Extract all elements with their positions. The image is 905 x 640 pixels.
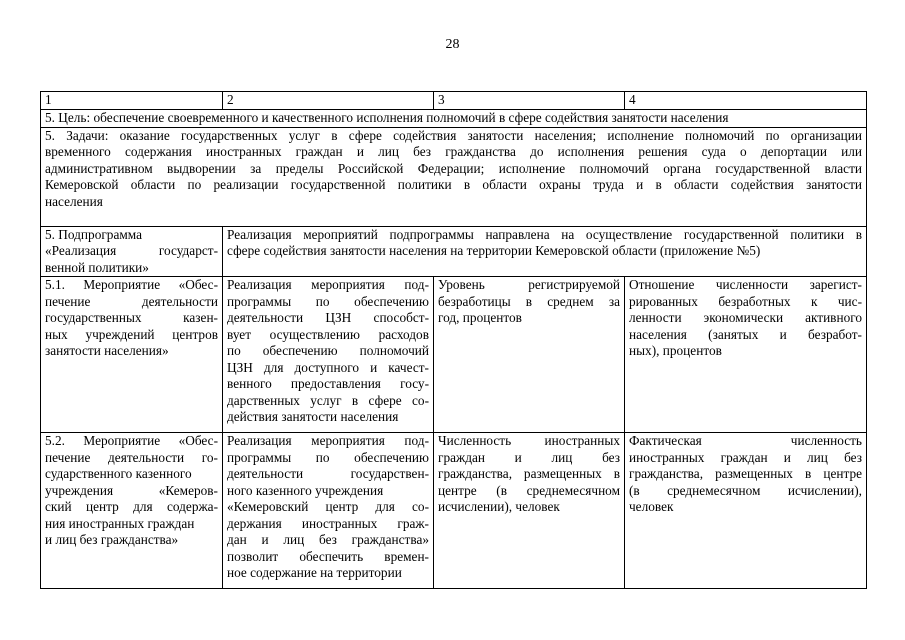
- measure-name-line: государственных казен-: [45, 310, 218, 325]
- measure-name-line: и лиц без гражданства»: [45, 532, 179, 547]
- measure-description-line: вует осуществлению расходов: [227, 326, 429, 342]
- measure-method-line: ленности экономически активного: [629, 310, 862, 325]
- tasks-line: 5. Задачи: оказание государственных услуг в сфере содействия занятости населения; исполнение полномочий по организации: [45, 127, 862, 143]
- measure-name-cell: [41, 277, 223, 433]
- header-cell: 1: [41, 92, 223, 110]
- tasks-line: населения: [45, 193, 103, 209]
- tasks-line: административном выдворении за пределы Российской Федерации; исполнение полномочий органа государственной власти: [45, 160, 862, 176]
- measure-description-line: программы по обеспечению: [227, 293, 429, 309]
- measure-indicator-line: безработицы в среднем за: [438, 293, 620, 309]
- header-row: [41, 92, 867, 110]
- measure-row: [41, 433, 867, 589]
- measure-row: [41, 277, 867, 433]
- measure-name-line: 5.1. Мероприятие «Обес-: [45, 277, 218, 292]
- measure-description-line: Реализация мероприятия под-: [227, 277, 429, 292]
- measure-method-line: населения (занятых и безработ-: [629, 326, 862, 342]
- tasks-cell: [41, 127, 867, 226]
- measure-name-line: ский центр для содержа-: [45, 499, 218, 514]
- measure-method-line: иностранных граждан и лиц без: [629, 449, 862, 465]
- subprogram-name-line: 5. Подпрограмма: [45, 226, 142, 242]
- measure-description-line: Реализация мероприятия под-: [227, 433, 429, 448]
- measure-name-line: ния иностранных граждан: [45, 515, 195, 531]
- measure-indicator-line: центре (в среднемесячном: [438, 482, 620, 498]
- measure-description-line: ЦЗН для доступного и качест-: [227, 359, 429, 375]
- measure-indicator-line: Уровень регистрируемой: [438, 277, 620, 292]
- measure-method-line: Фактическая численность: [629, 433, 862, 448]
- measure-description-line: ное содержание на территории: [227, 565, 402, 580]
- measure-description-cell: [223, 433, 434, 589]
- program-table: [40, 91, 867, 589]
- measure-method-line: человек: [629, 499, 674, 514]
- measure-method-cell: [625, 277, 867, 433]
- measure-description-line: программы по обеспечению: [227, 449, 429, 465]
- page-number: 28: [445, 37, 460, 52]
- goal-text: 5. Цель: обеспечение своевременного и качественного исполнения полномочий в сфере содействия занятости населения: [45, 109, 729, 125]
- subprogram-name-line: «Реализация государст-: [45, 243, 218, 258]
- tasks-line: Кемеровской области по реализации государственной политики в области охраны труда и в области содействия занятости: [45, 177, 862, 192]
- subprogram-row: [41, 226, 867, 277]
- goal-row: [41, 109, 867, 127]
- measure-description-line: ного казенного учреждения: [227, 482, 384, 498]
- subprogram-description-line: Реализация мероприятий подпрограммы направлена на осуществление государственной политики в: [227, 226, 862, 242]
- measure-description-line: позволит обеспечить времен-: [227, 548, 429, 564]
- measure-name-line: сударственного казенного: [45, 466, 192, 481]
- measure-description-line: «Кемеровский центр для со-: [227, 499, 429, 514]
- measure-name-line: печение деятельности: [45, 293, 218, 309]
- measure-method-line: (в среднемесячном исчислении),: [629, 482, 862, 498]
- measure-indicator-cell: [434, 433, 625, 589]
- header-cell: 3: [434, 92, 625, 110]
- measure-method-line: рированных безработных к чис-: [629, 293, 862, 309]
- measure-name-line: 5.2. Мероприятие «Обес-: [45, 433, 218, 448]
- measure-description-line: дарственных услуг в сфере со-: [227, 392, 429, 408]
- measure-indicator-line: исчислении), человек: [438, 499, 560, 514]
- header-cell: 2: [223, 92, 434, 110]
- header-cell: 4: [625, 92, 867, 110]
- subprogram-description-line: сфере содействия занятости населения на территории Кемеровской области (приложение №5): [227, 243, 761, 258]
- measure-name-line: печение деятельности го-: [45, 449, 218, 465]
- tasks-line: временного содержания иностранных граждан и лиц без гражданства до исполнения решения суда о депортации или: [45, 144, 862, 159]
- measure-name-line: учреждения «Кемеров-: [45, 482, 218, 498]
- measure-indicator-line: год, процентов: [438, 310, 522, 325]
- measure-name-cell: [41, 433, 223, 589]
- measure-indicator-cell: [434, 277, 625, 433]
- subprogram-description-cell: [223, 226, 867, 277]
- measure-method-cell: [625, 433, 867, 589]
- measure-method-line: Отношение численности зарегист-: [629, 277, 862, 292]
- measure-indicator-line: гражданства, размещенных в: [438, 466, 620, 481]
- subprogram-name-cell: [41, 226, 223, 277]
- measure-name-line: ных учреждений центров: [45, 326, 218, 342]
- measure-indicator-line: Численность иностранных: [438, 433, 620, 448]
- subprogram-name-line: венной политики»: [45, 259, 149, 275]
- measure-method-line: гражданства, размещенных в центре: [629, 466, 862, 481]
- measure-description-line: деятельности ЦЗН способст-: [227, 310, 429, 325]
- measure-indicator-line: граждан и лиц без: [438, 449, 620, 465]
- goal-cell: [41, 109, 867, 127]
- measure-description-line: дан и лиц без гражданства»: [227, 532, 429, 547]
- measure-description-line: венного предоставления госу-: [227, 376, 429, 391]
- measure-name-line: занятости населения»: [45, 343, 169, 358]
- measure-description-line: держания иностранных граж-: [227, 515, 429, 531]
- tasks-row: [41, 127, 867, 226]
- measure-description-line: действия занятости населения: [227, 409, 399, 424]
- measure-method-line: ных), процентов: [629, 343, 722, 358]
- measure-description-line: деятельности государствен-: [227, 466, 429, 481]
- measure-description-line: по обеспечению полномочий: [227, 343, 429, 358]
- measure-description-cell: [223, 277, 434, 433]
